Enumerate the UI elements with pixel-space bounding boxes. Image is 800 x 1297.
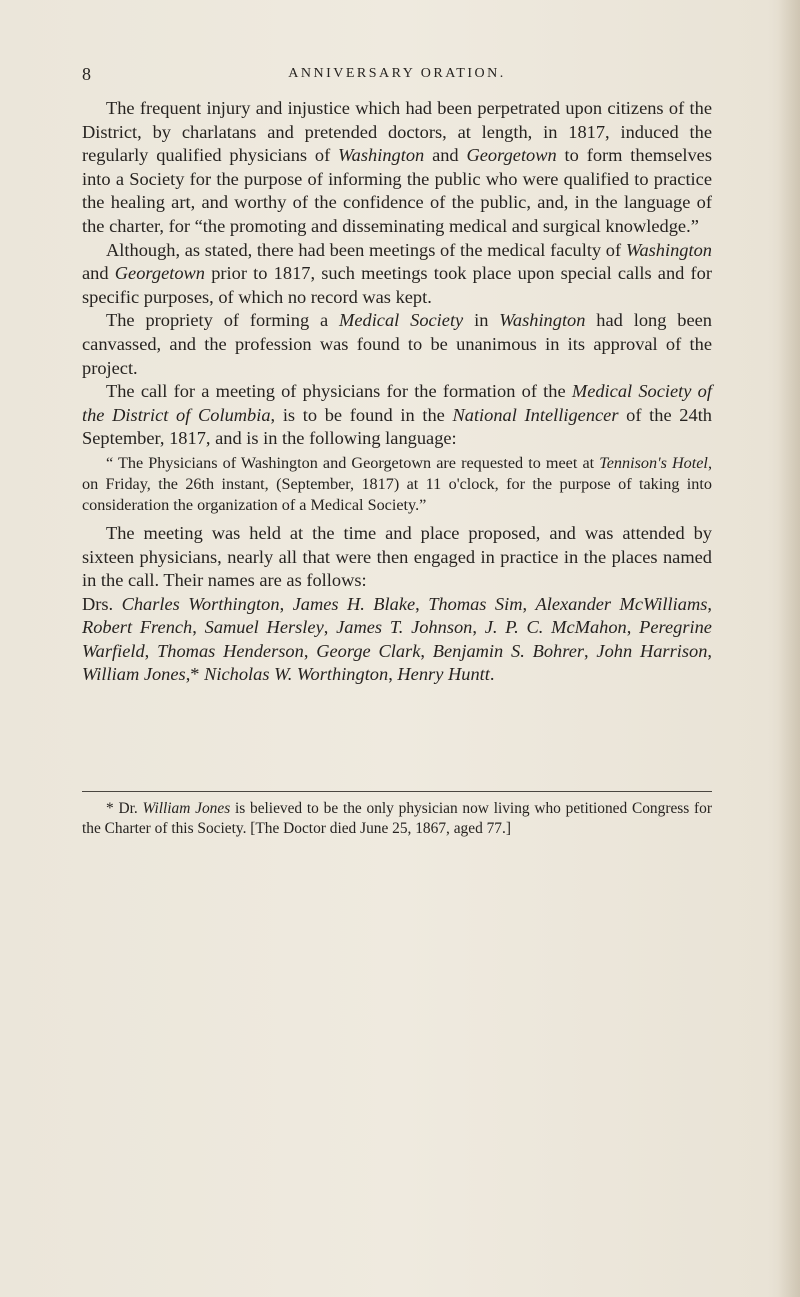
- text-run: had long been canvassed, and the profession was found to be unanimous in its approval of the project.: [82, 310, 712, 378]
- paragraph-call: [82, 380, 712, 451]
- footnote: [82, 799, 712, 839]
- text-run: ,*: [185, 664, 205, 685]
- text-run: ,: [707, 593, 712, 614]
- text-run: of the 24th September, 1817, and is in the following language:: [82, 404, 713, 449]
- text-run: ,: [707, 640, 712, 661]
- text-run: The meeting was held at the time and place proposed, and was attended by sixteen physicians, nearly all that were then engaged in practice in the places named in the call. Their names are as follows:: [82, 522, 712, 591]
- italic-text-run: Peregrine Warfield: [82, 617, 712, 661]
- text-run: “ The Physicians of Washington and Georgetown are requested to meet at: [106, 453, 600, 472]
- footnote-rule: [82, 791, 712, 792]
- italic-text-run: National Intelligencer: [452, 404, 619, 425]
- italic-text-run: Benjamin S. Bohrer: [432, 640, 585, 661]
- text-run: ,: [420, 640, 433, 661]
- text-run: ,: [472, 617, 485, 638]
- paragraph-charlatans: [82, 97, 712, 239]
- italic-text-run: Washington: [625, 239, 712, 260]
- text-run: ,: [303, 640, 317, 661]
- text-run: , is to be found in the: [270, 404, 453, 425]
- italic-text-run: Tennison's Hotel: [599, 453, 708, 472]
- italic-text-run: Washington: [499, 310, 586, 331]
- italic-text-run: Washington: [338, 145, 425, 166]
- italic-text-run: J. P. C. McMahon: [484, 617, 627, 638]
- text-run: The call for a meeting of physicians for the formation of the: [106, 381, 572, 402]
- italic-text-run: Robert French: [82, 617, 193, 638]
- text-run: to form themselves into a Society for the purpose of informing the public who were qualified to practice the healing art, and worthy of the confidence of the public, and, in the language of the charter, for “the promoting and disseminating medical and surgical knowledge.”: [82, 145, 712, 236]
- italic-text-run: George Clark: [316, 640, 421, 661]
- italic-text-run: Georgetown: [466, 145, 557, 166]
- page-edge-shadow: [778, 0, 800, 1297]
- page-header: [82, 64, 712, 88]
- body-text: [82, 97, 712, 687]
- text-run: ,: [192, 617, 205, 638]
- paragraph-propriety: [82, 309, 712, 380]
- italic-text-run: William Jones: [82, 664, 186, 685]
- italic-text-run: Georgetown: [114, 263, 206, 284]
- italic-text-run: Thomas Sim: [428, 593, 523, 614]
- text-run: The propriety of forming a: [106, 310, 340, 331]
- italic-text-run: James H. Blake: [292, 593, 416, 614]
- text-run: ,: [415, 593, 429, 614]
- text-run: is believed to be the only physician now living who petitioned Congress for the Charter of this Society. [The Doctor died June 25, 1867, aged 77.]: [82, 800, 712, 837]
- italic-text-run: Medical Society of the District of Columbia: [82, 381, 712, 425]
- text-run: ,: [584, 640, 597, 661]
- text-run: and: [424, 145, 467, 166]
- quoted-notice: [82, 453, 712, 516]
- page-number: 8: [82, 64, 91, 84]
- running-head: ANNIVERSARY ORATION.: [288, 66, 506, 81]
- italic-text-run: Samuel Hersley: [204, 617, 324, 638]
- italic-text-run: James T. Johnson: [336, 617, 473, 638]
- text-run: , on Friday, the 26th instant, (September, 1817) at 11 o'clock, for the purpose of taking into consideration the organization of a Medical Society.”: [82, 453, 712, 514]
- text-run: Although, as stated, there had been meetings of the medical faculty of: [106, 239, 626, 260]
- text-run: The frequent injury and injustice which had been perpetrated upon citizens of the District, by charlatans and pretended doctors, at length, in 1817, induced the regularly qualified physicians of: [82, 98, 712, 166]
- italic-text-run: John Harrison: [596, 640, 708, 661]
- italic-text-run: Alexander McWilliams: [535, 593, 708, 614]
- text-run: .: [489, 664, 495, 685]
- text-run: ,: [144, 640, 158, 661]
- italic-text-run: Henry Huntt: [397, 664, 490, 685]
- italic-text-run: Thomas Henderson: [157, 640, 304, 661]
- italic-text-run: Charles Worthington: [121, 593, 280, 614]
- italic-text-run: Medical Society: [339, 310, 464, 331]
- text-run: ,: [323, 617, 337, 638]
- text-run: ,: [522, 593, 536, 614]
- text-run: ,: [279, 593, 293, 614]
- text-run: and: [82, 263, 115, 284]
- text-run: Drs.: [82, 593, 122, 614]
- text-run: prior to 1817, such meetings took place upon special calls and for specific purposes, of which no record was kept.: [82, 263, 712, 307]
- text-run: ,: [388, 664, 398, 685]
- text-run: in: [463, 310, 500, 331]
- paragraph-prior-meetings: [82, 239, 712, 310]
- paragraph-names: [82, 593, 712, 687]
- italic-text-run: William Jones: [142, 800, 231, 817]
- text-run: * Dr.: [106, 800, 143, 817]
- text-run: ,: [626, 617, 640, 638]
- italic-text-run: Nicholas W. Worthington: [204, 664, 389, 685]
- paragraph-meeting: [82, 522, 712, 593]
